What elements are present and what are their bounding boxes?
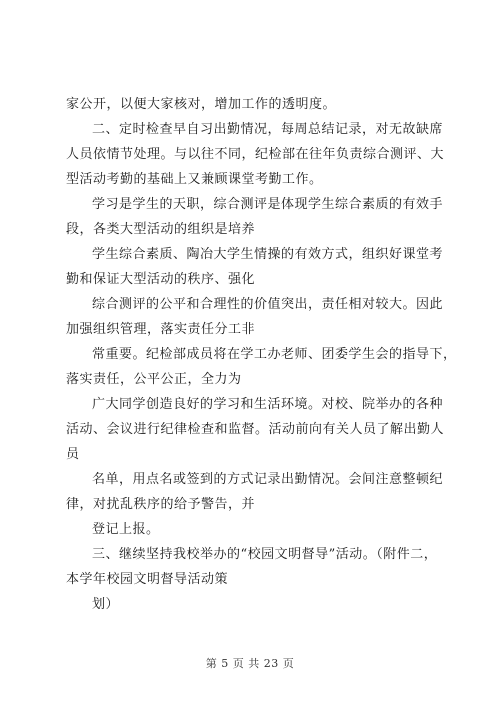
text-line: 三、继续坚持我校举办的“校园文明督导”活动。（附件二，: [92, 547, 438, 562]
text-line: 活动、会议进行纪律检查和监督。活动前向有关人员了解出勤人: [66, 422, 445, 437]
text-line: 人员依情节处理。与以往不同，纪检部在往年负责综合测评、大: [66, 147, 445, 162]
text-line: 综合测评的公平和合理性的价值突出，责任相对较大。因此: [92, 297, 444, 312]
text-line: 律，对扰乱秩序的给予警告，并: [66, 497, 256, 512]
text-line: 勤和保证大型活动的秩序、强化: [66, 272, 256, 287]
text-line: 登记上报。: [92, 522, 160, 537]
text-line: 员: [66, 447, 80, 462]
text-line: 段，各类大型活动的组织是培养: [66, 222, 256, 237]
text-line: 常重要。纪检部成员将在学工办老师、团委学生会的指导下，: [92, 347, 457, 362]
text-line: 本学年校园文明督导活动策: [66, 572, 229, 587]
text-line: 学生综合素质、陶冶大学生情操的有效方式，组织好课堂考: [92, 247, 444, 262]
text-line: 加强组织管理，落实责任分工非: [66, 322, 256, 337]
page-number-footer: 第 5 页 共 23 页: [205, 657, 295, 670]
text-line: 家公开，以便大家核对，增加工作的透明度。: [66, 97, 337, 112]
text-line: 名单，用点名或签到的方式记录出勤情况。会间注意整顿纪: [92, 472, 444, 487]
text-line: 学习是学生的天职，综合测评是体现学生综合素质的有效手: [92, 197, 444, 212]
text-line: 落实责任，公平公正，全力为: [66, 372, 242, 387]
text-line: 二、定时检查早自习出勤情况，每周总结记录，对无故缺席: [92, 122, 444, 137]
text-line: 广大同学创造良好的学习和生活环境。对校、院举办的各种: [92, 397, 444, 412]
text-line: 型活动考勤的基础上又兼顾课堂考勤工作。: [66, 172, 323, 187]
text-line: 划）: [92, 597, 120, 612]
document-body: [66, 92, 457, 617]
